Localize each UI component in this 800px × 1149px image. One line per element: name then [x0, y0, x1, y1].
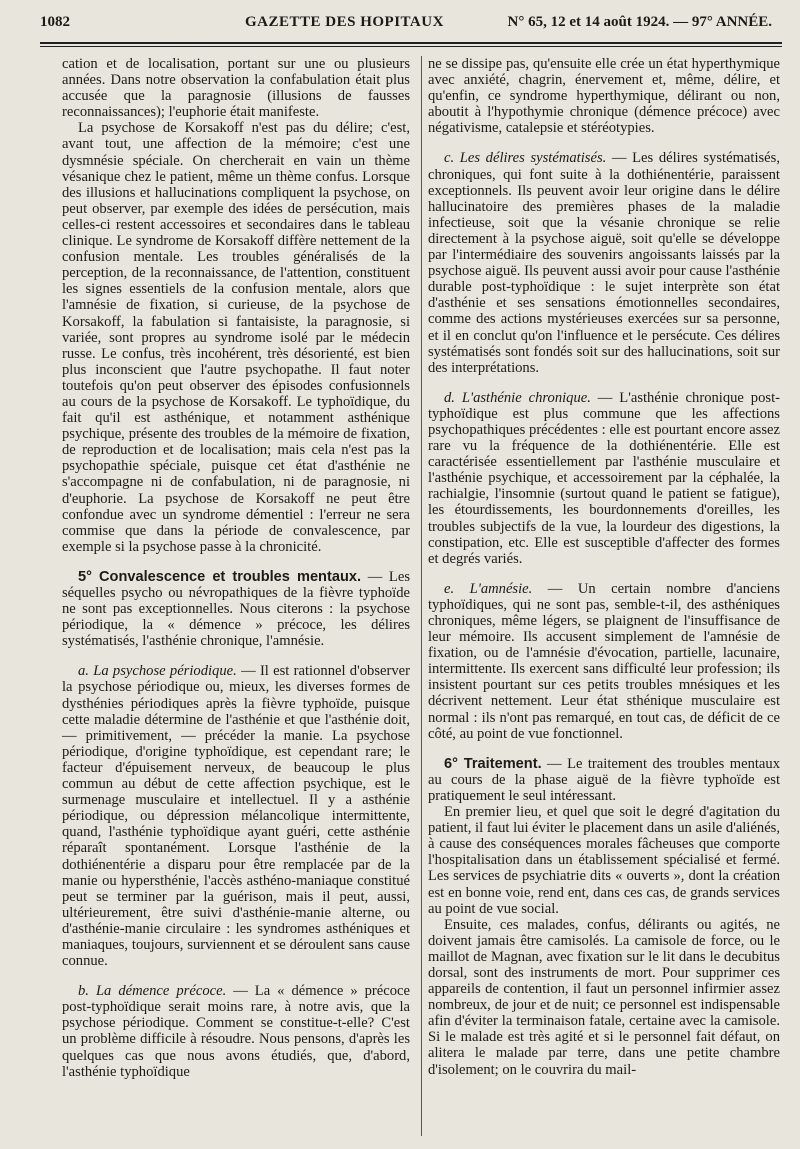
paragraph-text: — Les délires systématisés, chroniques, qui font suite à la dothiénentérie, paraissent exceptionnels. Ils peuvent avoir leur origine dans le délire hallucinatoire des premières phases de la maladie infectieuse, soit que la vésanie chronique se relie directement à la psychose aiguë, soit qu'elle se développe par l'intermédiaire des souvenirs angoissants laissés par la psychose aiguë. Ils peuvent aussi avoir pour cause l'asthénie durable post-typhoïdique : le sujet interprète son état d'asthénie et ses sensations émotionnelles secondaires, comme des actions mystérieuses exercées sur sa personne, et il en conclut qu'on l'influence et le persécute. Ces délires systématisés sont fondés soit sur des hallucinations, soit sur des interprétations. — [428, 150, 780, 376]
column-divider — [421, 56, 422, 1136]
paragraph — [62, 983, 410, 1080]
subsection-lead: d. L'asthénie chronique. — [444, 389, 591, 406]
paragraph-text: — L'asthénie chronique post-typhoïdique est plus commune que les affections psychopathiques précédentes : elle est pourtant encore assez rare vu la fréquence de la dothiénentérie. Elle est caractérisée essentiellement par l'asthénie musculaire et l'asthénie psychique, et accessoirement par la céphalée, la rachialgie, l'insomnie (surtout quand le patient se fatigue), les étourdissements, les bourdonnements d'oreilles, les troubles subjectifs de la vue, la lourdeur des digestions, la constipation, etc. Elle est susceptible d'affecter des formes et degrés variés. — [428, 389, 780, 567]
paragraph — [428, 56, 780, 136]
subsection-lead: c. Les délires systématisés. — [444, 150, 607, 167]
page-number: 1082 — [40, 14, 70, 30]
paragraph-text: La psychose de Korsakoff n'est pas du délire; c'est, avant tout, une affection de la mémoire; c'est une dysmnésie spéciale. On chercherait en vain un thème vésanique chez le patient, même un thème confus. Lorsque des illusions et hallucinations compliquent la psychose, on peut observer, par exemple des idées de persécution, mais celles-ci restent accessoires et secondaires dans le tableau clinique. Le syndrome de Korsakoff diffère nettement de la confusion mentale. Les troubles généralisés de la perception, de la reconnaissance, de l'attention, constituent les signes essentiels de la confusion mentale, alors que l'amnésie de fixation, si curieuse, de la psychose de Korsakoff, la fabulation si fantaisiste, la paragnosie, si variée, sont propres au syndrome isolé par le médecin russe. Le confus, très incohérent, très désorienté, est bien plus inconscient que l'autre psychopathe. Il faut noter toutefois qu'on peut observer des épisodes confusionnels au cours de la psychose de Korsakoff. Le typhoïdique, du fait qu'il est asthénique, et notamment asthénique psychique, présente des troubles de la mémoire de fixation, de reproduction et de localisation; mais cela n'est pas la psychopathie spéciale, puisque cet état d'asthénie ne s'accompagne ni de confabulation, ni de paragnosie, ni d'euphorie. La psychose de Korsakoff ne peut être confondue avec un syndrome démentiel : l'erreur ne sera commise que dans la période de convalescence, par exemple si la psychose passe à la chronicité. — [62, 120, 410, 555]
subsection-lead: e. L'amnésie. — [444, 580, 533, 597]
paragraph-text: ne se dissipe pas, qu'ensuite elle crée un état hyperthymique avec anxiété, chagrin, énervement et, même, délire, et qu'enfin, ce syndrome hyperthymique, délirant ou non, aboutit à l'hypothymie chronique (démence précoce) avec négativisme, catalepsie et stéréotypies. — [428, 56, 780, 137]
paragraph — [62, 663, 410, 969]
paragraph-text: cation et de localisation, portant sur une ou plusieurs années. Dans notre observation la confabulation était plus accusée que la paragnosie (illusions de fausses reconnaissances); l'euphorie était manifeste. — [62, 56, 410, 121]
paragraph-text: — Le traitement des troubles mentaux au cours de la phase aiguë de la fièvre typhoïde est pratiquement le seul intéressant. — [428, 755, 780, 804]
paragraph — [62, 56, 410, 120]
section-heading: 5° Convalescence et troubles mentaux. — [78, 568, 362, 585]
paragraph-text: — Il est rationnel d'observer la psychose périodique ou, mieux, les diverses formes de dysthénies périodiques après la fièvre typhoïde, puisque cette maladie détermine de l'asthénie et que l'asthénie doit, — primitivement, — précéder la manie. La psychose périodique, d'origine typhoïdique, est cependant rare; le facteur d'épuisement nerveux, de beaucoup le plus commun au début de cette affection psychique, est le surmenage musculaire et intellectuel. Il y a asthénie périodique, ou dépression mélancolique intermittente, quand, l'asthénie typhoïdique ayant guéri, cette asthénie réparaît spontanément. Lorsque l'asthénie de la dothiénentérie a disparu pour être remplacée par de la manie ou hypersthénie, l'accès asthéno-maniaque constitué peut se terminer par la guérison, mais il peut, aussi, ultérieurement, être suivi d'asthénie-manie alterne, ou d'asthénie-manie circulaire : les syndromes asthéniques et maniaques, toujours, surviennent et se déroulent sans cause connue. — [62, 663, 410, 970]
section-heading: 6° Traitement. — [444, 755, 542, 772]
paragraph-text: Ensuite, ces malades, confus, délirants ou agités, ne doivent jamais être camisolés. La camisole de force, ou le maillot de Magnan, avec fixation sur le lit dans le decubitus dorsal, sont des instruments de mort. Pour supprimer ces appareils de contention, il faut un personnel infirmier assez nombreux, de jour et de nuit; ce personnel est indispensable afin d'éviter la terminaison fatale, certaine avec la camisole. Si le malade est très agité et si le personnel fait défaut, on alitera le malade par terre, dans une petite chambre d'isolement; on le couvrira du mail- — [428, 916, 780, 1078]
paragraph-text: En premier lieu, et quel que soit le degré d'agitation du patient, il faut lui éviter le placement dans un asile d'aliénés, à cause des conséquences morales fâcheuses que comporte l'hospitalisation dans un établissement spécialisé et fermé. Les services de psychiatrie dits « ouverts », dont la création est en bonne voie, rend ent, dans ces cas, de grands services au point de vue social. — [428, 804, 780, 917]
running-header — [40, 14, 790, 38]
paragraph — [428, 390, 780, 567]
subsection-lead: b. La démence précoce. — [78, 983, 227, 1000]
paragraph — [62, 569, 410, 649]
paragraph-text: — Un certain nombre d'anciens typhoïdiques, qui ne sont pas, semble-t-il, des asthéniques chroniques, même légers, se plaignent de l'insuffisance de leur mémoire. Ils accusent simplement de l'amnésie de fixation, ou de l'amnésie d'évocation, partielle, lacunaire, intermittente. Ils exercent sans difficulté leur profession; ils insistent pourtant sur ces petits troubles mnésiques et les décrivent nettement. Leur état sthénique musculaire est normal : ils n'ont pas remarqué, en tout cas, de déficit de ce côté, au point de vue fonctionnel. — [428, 580, 780, 742]
right-column — [428, 56, 780, 1078]
left-column — [62, 56, 410, 1080]
paragraph — [428, 917, 780, 1078]
header-rule-thick — [40, 42, 782, 44]
paragraph — [428, 756, 780, 804]
journal-title: GAZETTE DES HOPITAUX — [245, 14, 444, 30]
paragraph-text: — La « démence » précoce post-typhoïdique serait moins rare, à notre avis, que la psychose périodique. Comment se constitue-t-elle? C'est un problème difficile à résoudre. Nous pensons, d'après les quelques cas que nous avons étudiés, que, d'abord, l'asthénie typhoïdique — [62, 983, 410, 1080]
paragraph-text: — Les séquelles psycho ou névropathiques de la fièvre typhoïde ne sont pas exceptionnelles. Nous citerons : la psychose périodique, la « démence » précoce, les délires systématisés, l'asthénie chronique, l'amnésie. — [62, 568, 410, 650]
paragraph — [428, 804, 780, 917]
paragraph — [62, 120, 410, 555]
subsection-lead: a. La psychose périodique. — [78, 663, 237, 680]
issue-info: N° 65, 12 et 14 août 1924. — 97° ANNÉE. — [507, 14, 772, 30]
header-rule-thin — [40, 46, 782, 47]
paragraph — [428, 581, 780, 742]
paragraph — [428, 150, 780, 375]
